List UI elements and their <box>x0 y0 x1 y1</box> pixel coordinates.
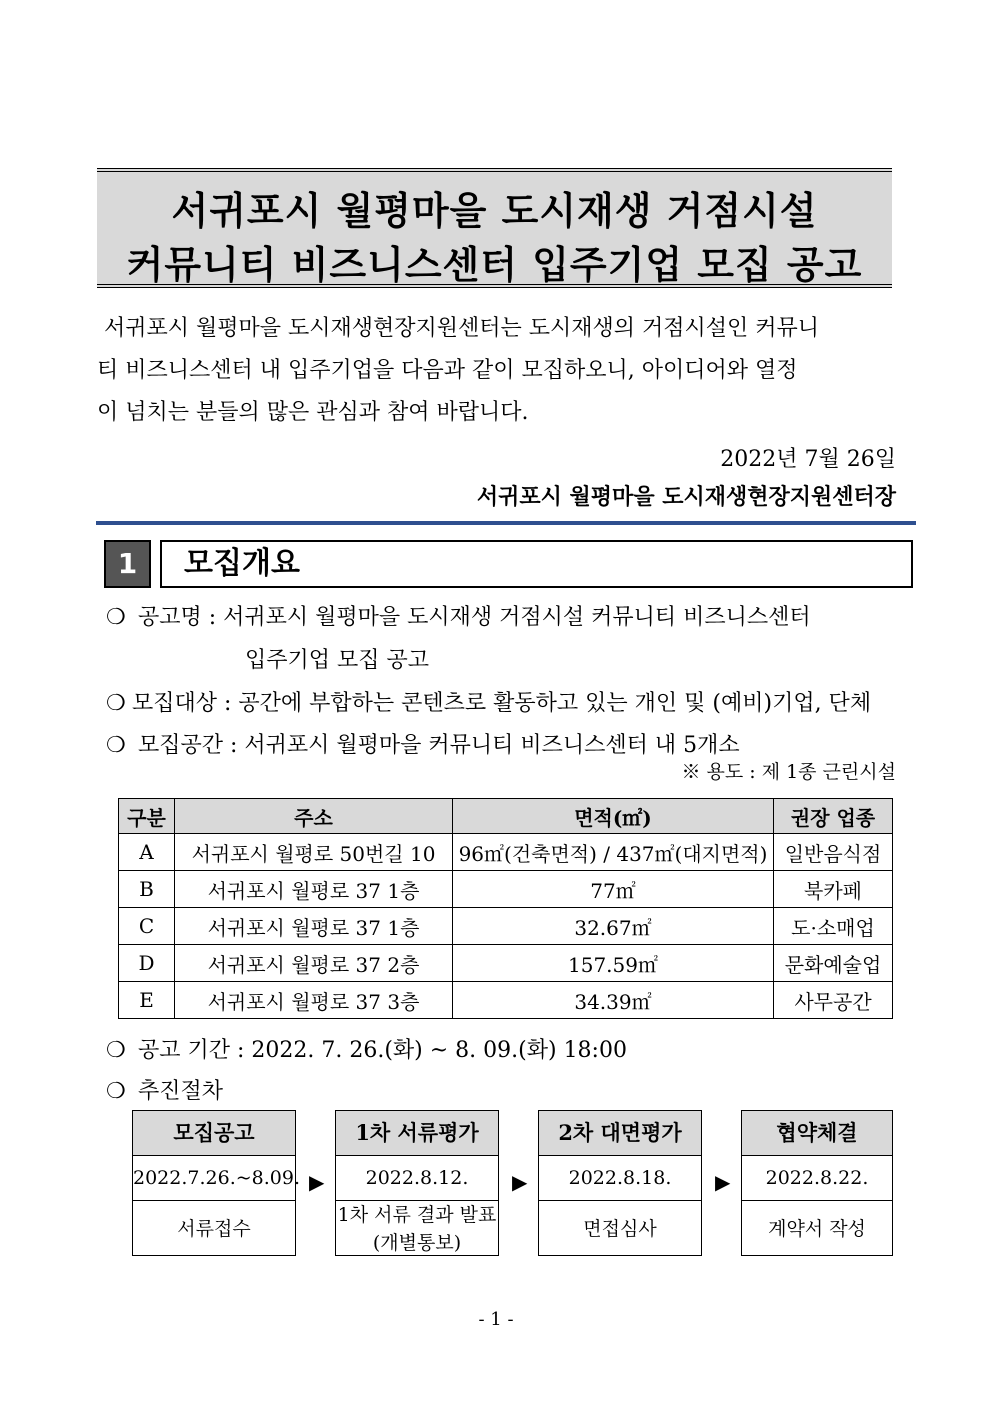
item-procedure <box>106 1074 223 1105</box>
title-line-1: 서귀포시 월평마을 도시재생 거점시설 <box>171 189 818 233</box>
step-desc-text: 계약서 작성 <box>768 1218 866 1240</box>
title-box <box>97 168 892 288</box>
intro-line-2: 티 비즈니스센터 내 입주기업을 다음과 같이 모집하오니, 아이디어와 열정 <box>97 358 798 383</box>
item-text: 공고 기간 : 2022. 7. 26.(화) ~ 8. 09.(화) 18:00 <box>138 1038 627 1063</box>
table-cell: 사무공간 <box>774 982 893 1019</box>
table-cell: 문화예술업 <box>774 945 893 982</box>
item-notice-name-cont: 입주기업 모집 공고 <box>245 648 430 673</box>
step-desc-text: 서류접수 <box>177 1218 251 1240</box>
table-cell: 북카페 <box>774 871 893 908</box>
notice-date: 2022년 7월 26일 <box>720 447 896 472</box>
bullet-icon: ❍ <box>106 733 126 758</box>
table-header-row <box>119 799 893 834</box>
item-target <box>106 686 871 717</box>
step-desc <box>133 1201 295 1257</box>
bullet-icon: ❍ <box>106 691 126 716</box>
item-text: 공고명 : 서귀포시 월평마을 도시재생 거점시설 커뮤니티 비즈니스센터 <box>138 605 811 630</box>
step-desc <box>336 1201 498 1257</box>
intro-line-1: 서귀포시 월평마을 도시재생현장지원센터는 도시재생의 거점시설인 커뮤니 <box>97 316 820 341</box>
table-cell: 서귀포시 월평로 37 1층 <box>175 908 453 945</box>
space-note: ※ 용도 : 제 1종 근린시설 <box>681 761 896 783</box>
table-row <box>119 908 893 945</box>
table-row <box>119 834 893 871</box>
space-table <box>118 798 893 1019</box>
arrow-icon: ▶ <box>512 1170 528 1194</box>
step-title: 모집공고 <box>133 1111 295 1156</box>
table-cell: 32.67㎡ <box>453 908 774 945</box>
table-cell: C <box>119 908 175 945</box>
header-cell: 권장 업종 <box>774 799 893 834</box>
item-text: 추진절차 <box>138 1079 224 1104</box>
table-cell: 서귀포시 월평로 37 3층 <box>175 982 453 1019</box>
table-cell: 34.39㎡ <box>453 982 774 1019</box>
item-space <box>106 728 740 759</box>
step-title: 협약체결 <box>742 1111 892 1156</box>
step-date: 2022.8.12. <box>336 1156 498 1201</box>
step-date: 2022.8.18. <box>539 1156 701 1201</box>
table-cell: B <box>119 871 175 908</box>
table-cell: 서귀포시 월평로 50번길 10 <box>175 834 453 871</box>
intro-line-3: 이 넘치는 분들의 많은 관심과 참여 바랍니다. <box>97 400 529 425</box>
step-desc-text: 면접심사 <box>583 1218 657 1240</box>
step-date: 2022.7.26.~8.09. <box>133 1156 295 1201</box>
title-line-2: 커뮤니티 비즈니스센터 입주기업 모집 공고 <box>126 243 863 287</box>
table-cell: 서귀포시 월평로 37 1층 <box>175 871 453 908</box>
bullet-icon: ❍ <box>106 1079 126 1104</box>
step-desc <box>742 1201 892 1257</box>
step-title: 2차 대면평가 <box>539 1111 701 1156</box>
header-cell: 구분 <box>119 799 175 834</box>
item-text: 모집대상 : 공간에 부합하는 콘텐츠로 활동하고 있는 개인 및 (예비)기업, 단체 <box>132 691 872 716</box>
arrow-icon: ▶ <box>309 1170 325 1194</box>
table-cell: 77㎡ <box>453 871 774 908</box>
arrow-icon: ▶ <box>715 1170 731 1194</box>
table-cell: D <box>119 945 175 982</box>
bullet-icon: ❍ <box>106 605 126 630</box>
table-cell: A <box>119 834 175 871</box>
step-desc-text-2: (개별통보) <box>372 1232 462 1254</box>
item-text: 모집공간 : 서귀포시 월평마을 커뮤니티 비즈니스센터 내 5개소 <box>138 733 740 758</box>
table-cell: 96㎡(건축면적) / 437㎡(대지면적) <box>453 834 774 871</box>
step-title: 1차 서류평가 <box>336 1111 498 1156</box>
step-desc <box>539 1201 701 1257</box>
table-row <box>119 945 893 982</box>
process-step-3 <box>538 1110 702 1256</box>
table-cell: E <box>119 982 175 1019</box>
intro-paragraph <box>97 308 897 434</box>
process-step-1 <box>132 1110 301 1256</box>
header-cell: 면적(㎡) <box>453 799 774 834</box>
issuer: 서귀포시 월평마을 도시재생현장지원센터장 <box>476 484 896 510</box>
section-number: 1 <box>104 540 151 588</box>
table-cell: 157.59㎡ <box>453 945 774 982</box>
process-step-2 <box>335 1110 499 1256</box>
section-title: 모집개요 <box>160 540 913 588</box>
item-period <box>106 1033 627 1064</box>
table-row <box>119 871 893 908</box>
table-cell: 일반음식점 <box>774 834 893 871</box>
divider <box>96 521 916 525</box>
header-cell: 주소 <box>175 799 453 834</box>
table-cell: 서귀포시 월평로 37 2층 <box>175 945 453 982</box>
process-step-4 <box>741 1110 893 1256</box>
table-cell: 도·소매업 <box>774 908 893 945</box>
item-notice-name <box>106 600 811 631</box>
step-date: 2022.8.22. <box>742 1156 892 1201</box>
step-desc-text: 1차 서류 결과 발표 <box>337 1204 497 1226</box>
page-number: - 1 - <box>478 1309 514 1330</box>
bullet-icon: ❍ <box>106 1038 126 1063</box>
table-row <box>119 982 893 1019</box>
